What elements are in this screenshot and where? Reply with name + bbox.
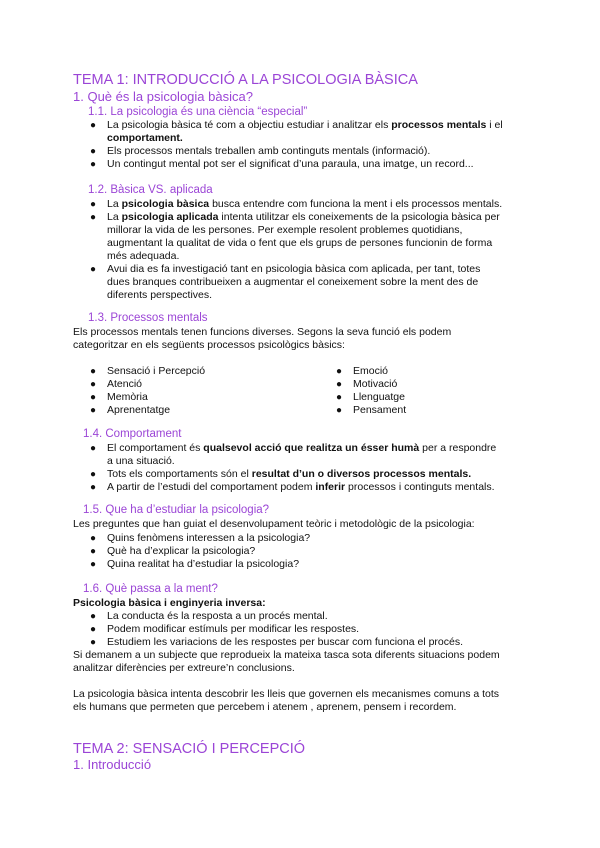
subsection-1-1-heading: 1.1. La psicologia és una ciència “especial” <box>88 106 308 118</box>
list-item: ● La psicologia bàsica busca entendre com funciona la ment i els processos mentals. <box>90 198 503 210</box>
list-item: ● Avui dia es fa investigació tant en psicologia bàsica com aplicada, per tant, totes <box>90 263 481 275</box>
paragraph: Els processos mentals tenen funcions diverses. Segons la seva funció els podem <box>73 326 452 338</box>
paragraph: els humans que permeten que percebem i atenem , aprenem, pensem i recordem. <box>73 701 457 713</box>
subsection-1-5-heading: 1.5. Que ha d’estudiar la psicologia? <box>83 504 270 516</box>
list-item: ● A partir de l’estudi del comportament podem inferir processos i continguts mentals. <box>90 481 495 493</box>
list-item: ● Aprenentatge <box>90 404 171 416</box>
list-item: ● Estudiem les variacions de les respostes per buscar com funciona el procés. <box>90 636 464 648</box>
tema1-title: TEMA 1: INTRODUCCIÓ A LA PSICOLOGIA BÀSICA <box>73 72 418 88</box>
list-item: ● Sensació i Percepció <box>90 365 206 377</box>
list-item: ● Els processos mentals treballen amb continguts mentals (informació). <box>90 145 431 157</box>
paragraph: categoritzar en els següents processos psicològics bàsics: <box>73 339 345 351</box>
list-item: ● Quins fenòmens interessen a la psicologia? <box>90 532 311 544</box>
subsection-1-3-heading: 1.3. Processos mentals <box>88 312 208 324</box>
list-item: ● Atenció <box>90 378 143 390</box>
list-item-continued: a una situació. <box>107 455 175 467</box>
paragraph: Les preguntes que han guiat el desenvolupament teòric i metodològic de la psicologia: <box>73 518 475 530</box>
section-1-heading: 1. Què és la psicologia bàsica? <box>73 89 253 104</box>
list-item: ● La psicologia aplicada intenta utilitzar els coneixements de la psicologia bàsica per <box>90 211 500 223</box>
list-item-continued: diferents perspectives. <box>107 289 213 301</box>
list-item-continued: més adequada. <box>107 250 180 262</box>
bold-title: Psicologia bàsica i enginyeria inversa: <box>73 597 266 609</box>
subsection-1-2-heading: 1.2. Bàsica VS. aplicada <box>88 184 213 196</box>
paragraph: La psicologia bàsica intenta descobrir les lleis que governen els mecanismes comuns a tots <box>73 688 500 700</box>
tema2-title: TEMA 2: SENSACIÓ I PERCEPCIÓ <box>73 741 306 757</box>
list-item-continued: dues branques contribueixen a augmentar el coneixement sobre la ment des de <box>107 276 479 288</box>
list-item-continued: augmentant la qualitat de vida o fent que els grups de persones funcionin de forma <box>107 237 493 249</box>
list-item: ● Quina realitat ha d’estudiar la psicologia? <box>90 558 300 570</box>
list-item: ● Memòria <box>90 391 148 403</box>
list-item: ● Pensament <box>336 404 407 416</box>
list-item: ● Emoció <box>336 365 389 377</box>
list-item-continued: comportament. <box>107 132 183 144</box>
list-item: ● Què ha d’explicar la psicologia? <box>90 545 256 557</box>
subsection-1-6-heading: 1.6. Què passa a la ment? <box>83 583 218 595</box>
paragraph: Si demanem a un subjecte que reprodueix la mateixa tasca sota diferents situacions podem <box>73 649 500 661</box>
list-item: ● El comportament és qualsevol acció que realitza un ésser humà per a respondre <box>90 442 497 454</box>
list-item: ● Llenguatge <box>336 391 405 403</box>
list-item-continued: millorar la vida de les persones. Per exemple resolent problemes quotidians, <box>107 224 463 236</box>
paragraph: analitzar diferències per extreure’n conclusions. <box>73 662 295 674</box>
list-item: ● Un contingut mental pot ser el significat d’una paraula, una imatge, un record... <box>90 158 474 170</box>
list-item: ● Podem modificar estímuls per modificar les respostes. <box>90 623 360 635</box>
subsection-1-4-heading: 1.4. Comportament <box>83 428 182 440</box>
list-item: ● La psicologia bàsica té com a objectiu estudiar i analitzar els processos mentals i el <box>90 119 503 131</box>
list-item: ● Tots els comportaments són el resultat d’un o diversos processos mentals. <box>90 468 472 480</box>
list-item: ● La conducta és la resposta a un procés mental. <box>90 610 328 622</box>
list-item: ● Motivació <box>336 378 398 390</box>
tema2-section-1-heading: 1. Introducció <box>73 757 152 772</box>
